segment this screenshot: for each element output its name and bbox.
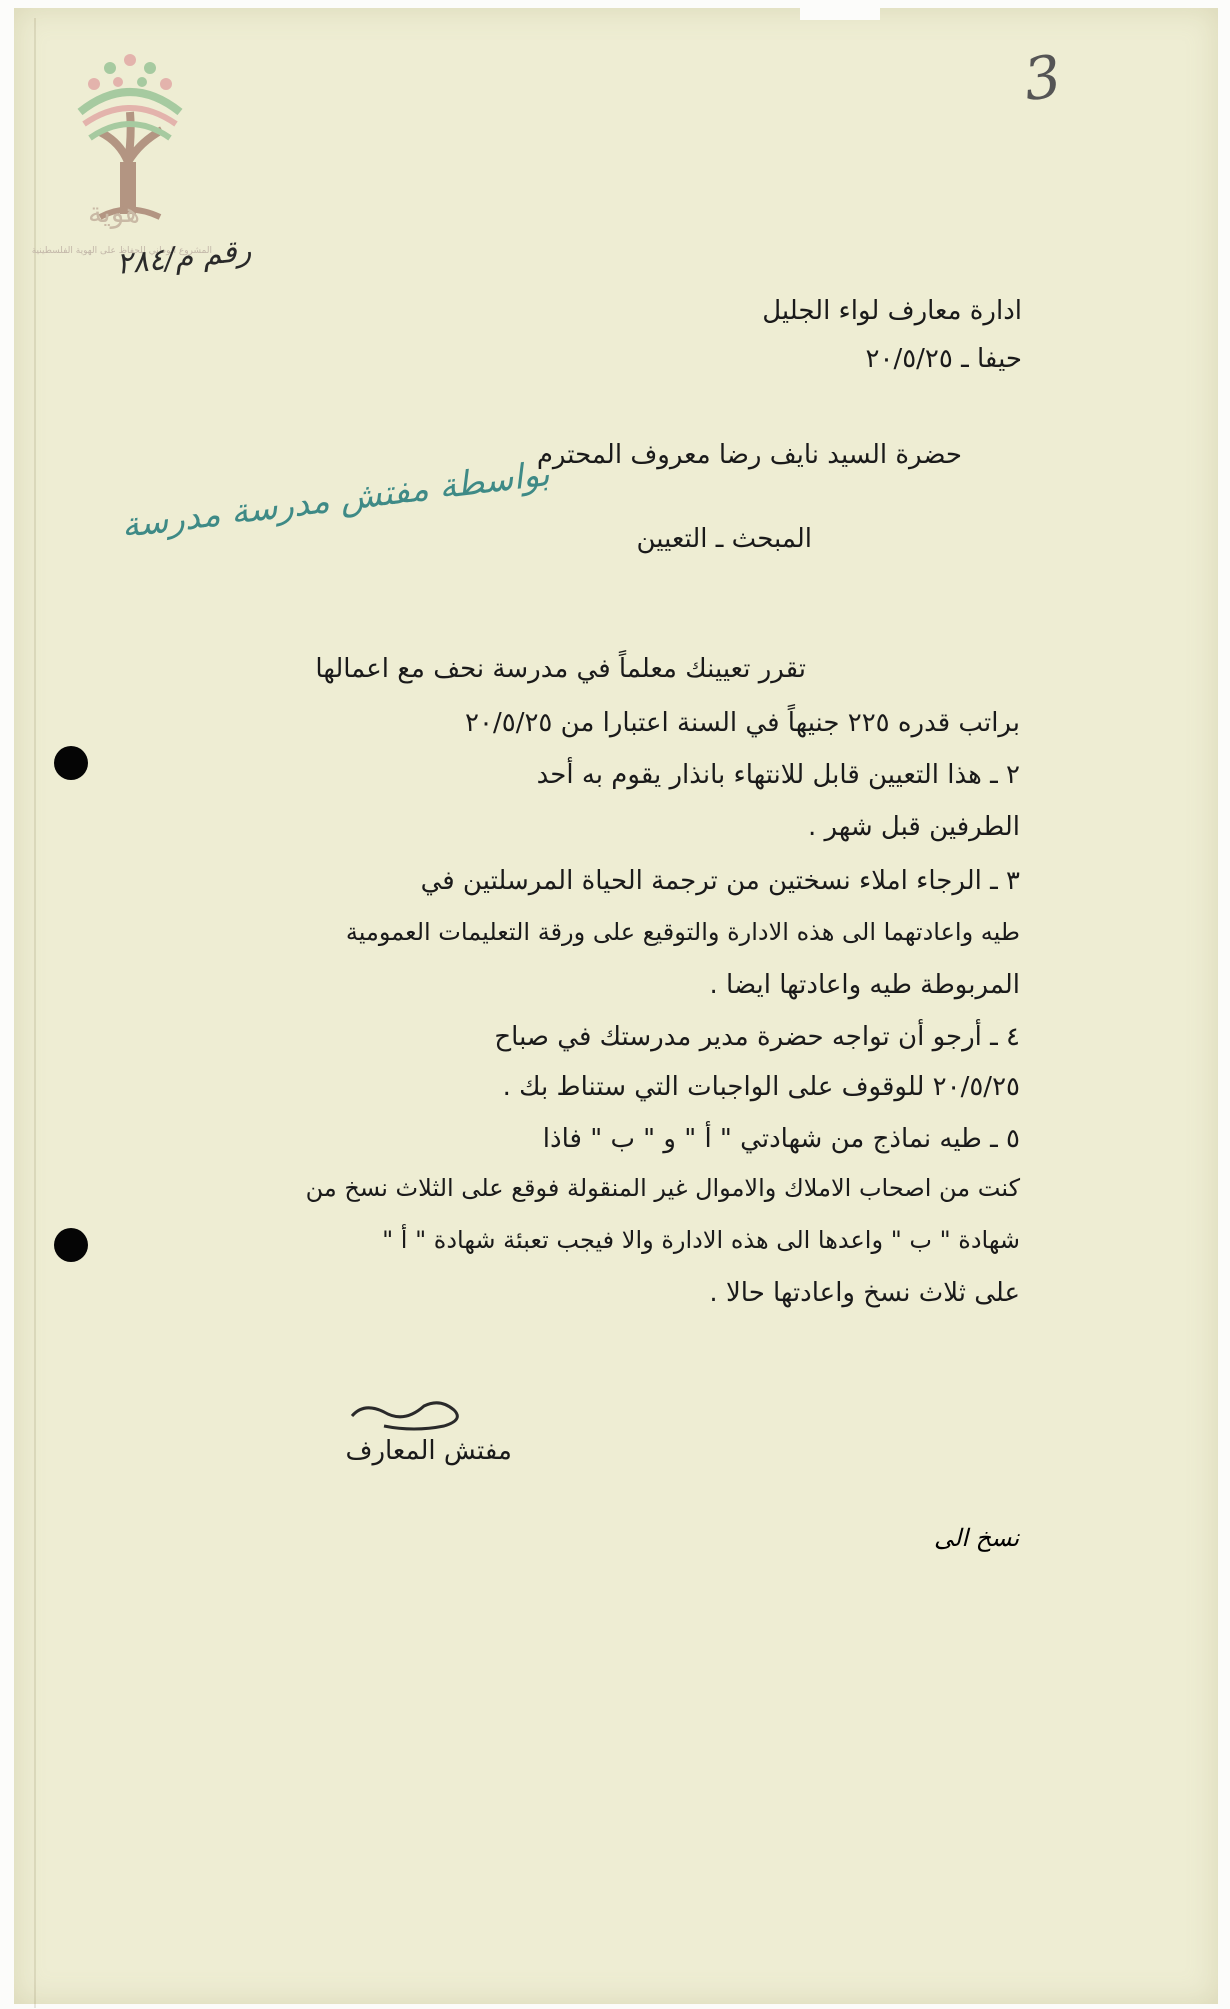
body-line-3: ٢ ـ هذا التعيين قابل للانتهاء بانذار يقوم به أحد	[536, 760, 1020, 790]
reference-number: رقم م/٢٨٤	[114, 233, 253, 282]
subject-line: المبحث ـ التعيين	[636, 524, 812, 554]
signature-title: مفتش المعارف	[345, 1436, 512, 1466]
logo-word: هوية	[88, 196, 141, 229]
paper-edge-cut	[800, 0, 880, 20]
punch-hole-top	[54, 746, 88, 780]
logo-subtitle: المشروع الوطني للحفاظ على الهوية الفلسطينية	[31, 246, 212, 256]
body-line-13: على ثلاث نسخ واعادتها حالا .	[709, 1278, 1020, 1308]
signature-scribble	[344, 1396, 474, 1436]
body-line-1: تقرر تعيينك معلماً في مدرسة نحف مع اعمالها	[315, 654, 806, 684]
body-line-6: طيه واعادتهما الى هذه الادارة والتوقيع على ورقة التعليمات العمومية	[345, 918, 1020, 946]
body-line-5: ٣ ـ الرجاء املاء نسختين من ترجمة الحياة المرسلتين في	[420, 866, 1020, 896]
body-line-12: شهادة " ب " واعدها الى هذه الادارة والا فيجب تعبئة شهادة " أ "	[382, 1226, 1020, 1254]
fold-line	[34, 18, 36, 2008]
salutation: حضرة السيد نايف رضا معروف المحترم	[536, 440, 962, 470]
place-date: حيفا ـ ٢٠/٥/٢٥	[865, 344, 1022, 374]
department-name: ادارة معارف لواء الجليل	[762, 296, 1022, 326]
body-line-8: ٤ ـ أرجو أن تواجه حضرة مدير مدرستك في صباح	[494, 1022, 1020, 1052]
document-paper	[14, 8, 1218, 2004]
body-line-7: المربوطة طيه واعادتها ايضا .	[709, 970, 1020, 1000]
body-line-4: الطرفين قبل شهر .	[807, 812, 1020, 842]
body-line-11: كنت من اصحاب الاملاك والاموال غير المنقولة فوقع على الثلاث نسخ من	[305, 1174, 1020, 1202]
handwritten-note: بواسطة مفتش مدرسة مدرسة	[119, 453, 552, 547]
page-number: 3	[1019, 41, 1066, 115]
body-line-9: ٢٠/٥/٢٥ للوقوف على الواجبات التي ستناط بك .	[502, 1072, 1020, 1102]
body-line-2: براتب قدره ٢٢٥ جنيهاً في السنة اعتبارا من ٢٠/٥/٢٥	[465, 708, 1020, 738]
copies-to: نسخ الى	[934, 1524, 1020, 1552]
body-line-10: ٥ ـ طيه نماذج من شهادتي " أ " و " ب " فاذا	[542, 1124, 1020, 1154]
punch-hole-bottom	[54, 1228, 88, 1262]
